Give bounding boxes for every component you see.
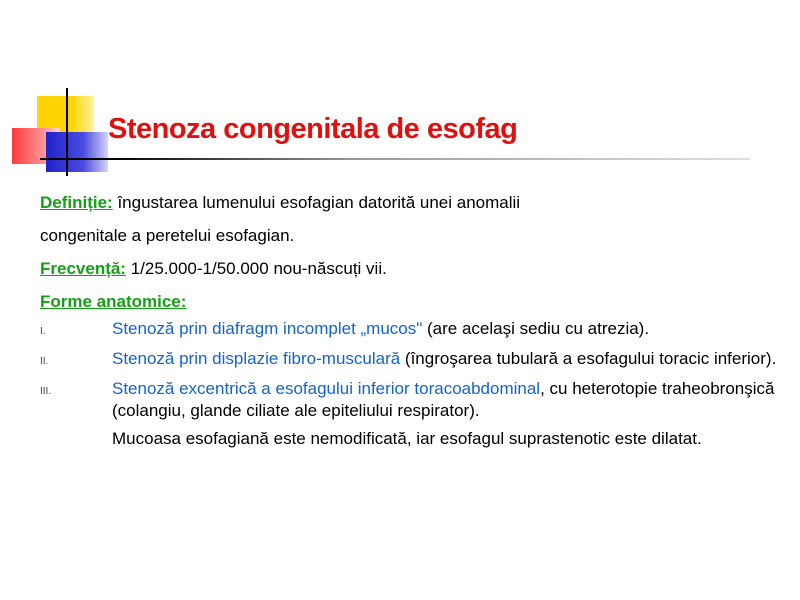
forms-heading	[40, 285, 780, 318]
frequency-label: Frecvență:	[40, 258, 126, 278]
list-number: I.	[40, 326, 46, 337]
list-item	[40, 378, 780, 422]
vertical-line-decoration	[66, 88, 68, 176]
definition-line	[40, 186, 780, 219]
form-description: , cu heterotopie traheobronşică (colangiu, glande ciliate ale epiteliului respirator).	[112, 379, 775, 420]
forms-list	[40, 318, 780, 422]
definition-label: Definiție:	[40, 192, 113, 212]
form-highlight: Stenoză excentrică a esofagului inferior toracoabdominal	[112, 379, 541, 398]
blue-square-decoration	[46, 132, 108, 172]
list-item	[40, 318, 780, 340]
slide-body	[40, 186, 780, 450]
forms-label: Forme anatomice:	[40, 291, 187, 311]
list-number: II.	[40, 356, 49, 367]
form-highlight: Stenoză prin diafragm incomplet „mucos"	[112, 319, 423, 338]
list-number: III.	[40, 386, 52, 397]
definition-text: îngustarea lumenului esofagian datorită unei anomalii	[112, 192, 521, 212]
slide-title: Stenoza congenitala de esofag	[108, 113, 518, 145]
decorative-logo	[0, 0, 120, 180]
title-underline	[40, 158, 750, 160]
frequency-line	[40, 252, 780, 285]
definition-continuation: congenitale a peretelui esofagian.	[40, 225, 295, 245]
frequency-text: 1/25.000-1/50.000 nou-născuți vii.	[125, 258, 387, 278]
form-highlight: Stenoză prin displazie fibro-musculară	[112, 349, 401, 368]
note-text: Mucoasa esofagiană este nemodificată, iar esofagul suprastenotic este dilatat.	[112, 429, 702, 448]
list-item	[40, 348, 780, 370]
form-description: (îngroşarea tubulară a esofagului toracic inferior).	[400, 349, 777, 368]
form-description: (are acelaşi sediu cu atrezia).	[422, 319, 650, 338]
